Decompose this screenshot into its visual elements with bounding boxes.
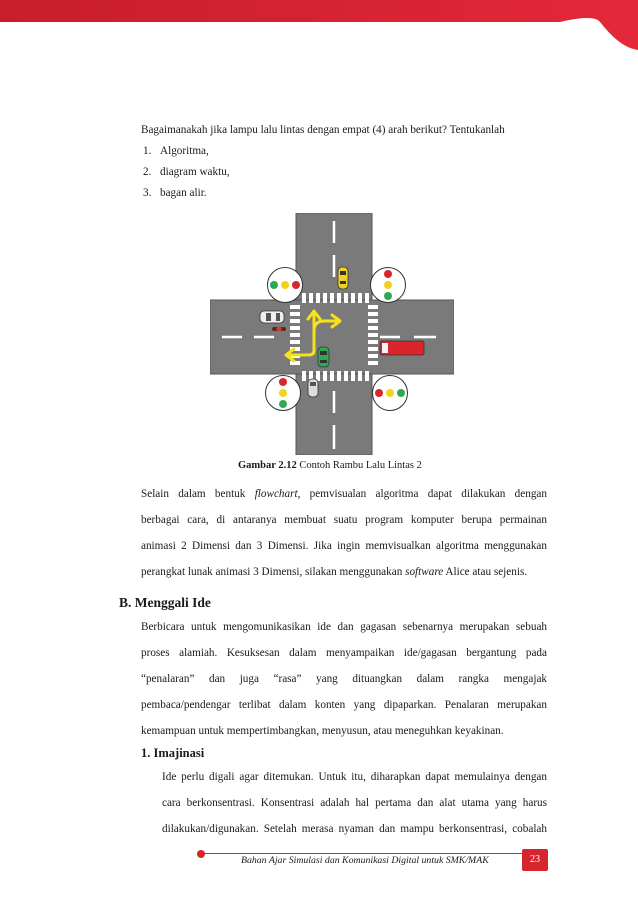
light-green — [279, 400, 287, 408]
paragraph-line: animasi 2 Dimensi dan 3 Dimensi. Jika ingin memvisualkan algoritma menggunakan — [141, 540, 547, 552]
paragraph-line: Ide perlu digali agar ditemukan. Untuk itu, diharapkan dapat memulainya dengan — [162, 771, 547, 783]
yellow-car — [338, 267, 348, 289]
list-item-num: 2. — [143, 166, 152, 178]
caption-label: Gambar 2.12 — [238, 460, 297, 471]
header-band — [0, 0, 638, 60]
list-item-num: 3. — [143, 187, 152, 199]
traffic-light-top-left — [266, 266, 304, 304]
paragraph-line: perangkat lunak animasi 3 Dimensi, silakan menggunakan software Alice atau sejenis. — [141, 566, 528, 578]
paragraph-line: proses alamiah. Kesuksesan dalam menyampaikan ide/gagasan bergantung pada — [141, 647, 547, 659]
intro-question: Bagaimanakah jika lampu lalu lintas dengan empat (4) arah berikut? Tentukanlah — [141, 124, 505, 136]
figure-caption — [238, 459, 422, 472]
traffic-light-bottom-right — [371, 374, 409, 412]
paragraph-line: berbagai cara, di antaranya membuat suatu program komputer berupa permainan — [141, 514, 547, 526]
light-red — [375, 389, 383, 397]
list-item-text: bagan alir. — [160, 187, 207, 199]
paragraph-line: cara berkonsentrasi. Konsentrasi adalah hal pertama dan alat utama yang harus — [162, 797, 547, 809]
list-item-num: 1. — [143, 145, 152, 157]
light-green — [384, 292, 392, 300]
light-yellow — [386, 389, 394, 397]
motorbike — [272, 327, 286, 332]
paragraph-line: dilakukan/digunakan. Setelah merasa nyaman dan mampu berkonsentrasi, cobalah — [162, 823, 547, 835]
light-red — [279, 378, 287, 386]
paragraph-line: Selain dalam bentuk flowchart, pemvisualan algoritma dapat dilakukan dengan — [141, 488, 547, 500]
list-item-text: diagram waktu, — [160, 166, 230, 178]
footer-rule — [204, 853, 522, 854]
light-yellow — [279, 389, 287, 397]
white-car — [260, 311, 284, 323]
silver-car — [308, 379, 318, 397]
light-green — [397, 389, 405, 397]
paragraph-line: kemampuan untuk mempertimbangkan, menyusun, atau meneguhkan keyakinan. — [141, 725, 504, 737]
page-number: 23 — [522, 849, 548, 871]
section-heading: B. Menggali Ide — [119, 595, 211, 610]
light-green — [270, 281, 278, 289]
intersection-illustration — [210, 213, 454, 455]
paragraph-line: pembaca/pendengar terlibat dalam konten yang dipaparkan. Penalaran merupakan — [141, 699, 547, 711]
light-yellow — [281, 281, 289, 289]
traffic-light-bottom-left — [264, 374, 302, 412]
traffic-light-top-right — [369, 266, 407, 304]
caption-text: Contoh Rambu Lalu Lintas 2 — [296, 460, 422, 471]
crosswalk-right — [368, 305, 378, 365]
footer-dot — [196, 849, 208, 859]
paragraph-line: “penalaran” dan juga “rasa” yang dituangkan dalam rangka mengajak — [141, 673, 547, 685]
paragraph-line: Berbicara untuk mengomunikasikan ide dan gagasan sebenarnya merupakan sebuah — [141, 621, 547, 633]
light-yellow — [384, 281, 392, 289]
green-car — [318, 347, 329, 367]
red-truck — [380, 341, 424, 355]
light-red — [292, 281, 300, 289]
list-item-text: Algoritma, — [160, 145, 209, 157]
light-red — [384, 270, 392, 278]
subsection-heading: 1. Imajinasi — [141, 746, 205, 760]
footer-book-title: Bahan Ajar Simulasi dan Komunikasi Digital untuk SMK/MAK — [241, 855, 489, 866]
